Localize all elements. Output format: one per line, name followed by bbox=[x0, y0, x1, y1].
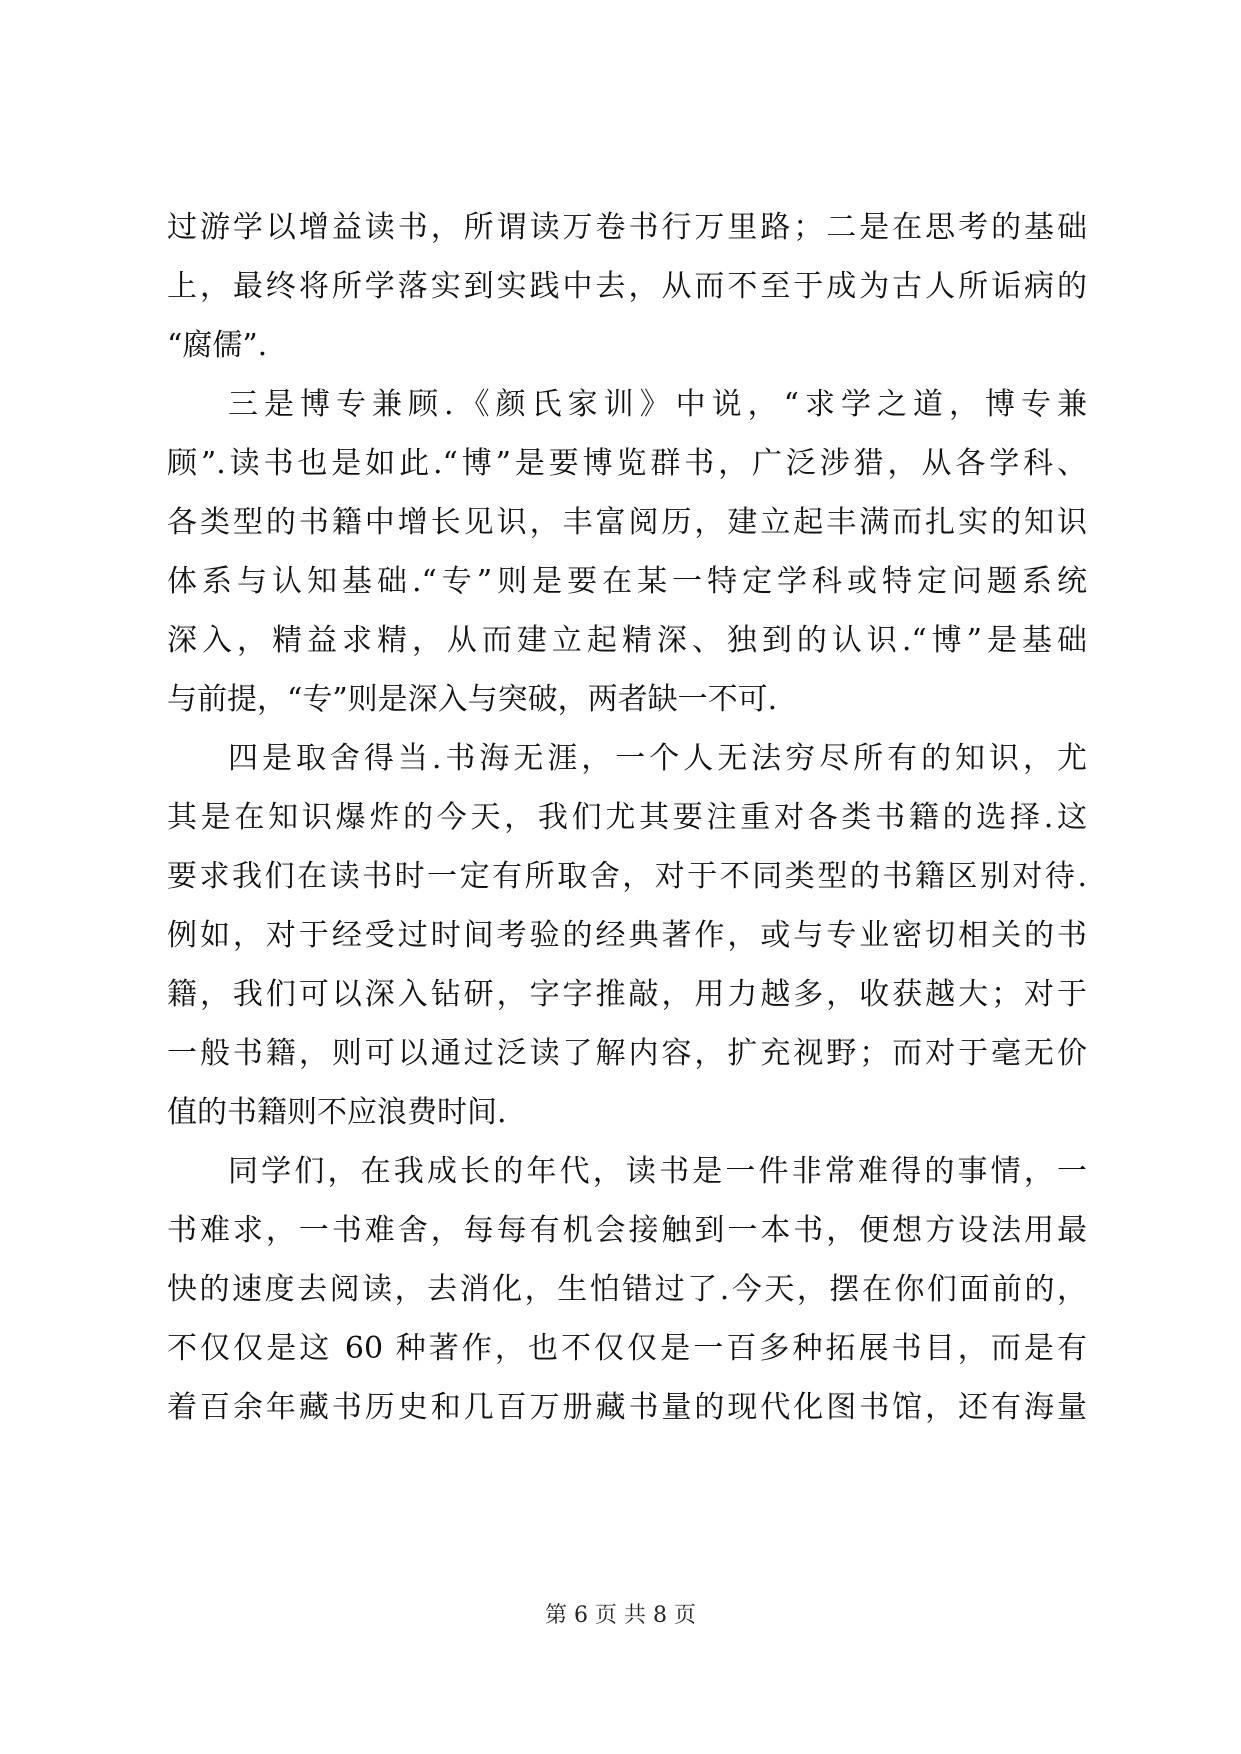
text-line: 要求我们在读书时一定有所取舍，对于不同类型的书籍区别对待. bbox=[167, 859, 1087, 894]
text-line: 快的速度去阅读，去消化，生怕错过了.今天，摆在你们面前的， bbox=[167, 1272, 1087, 1307]
text-line: 顾”.读书也是如此.“博”是要博览群书，广泛涉猎，从各学科、 bbox=[167, 446, 1087, 481]
text-line: “腐儒”. bbox=[167, 328, 268, 363]
text-line: 四是取舍得当.书海无涯，一个人无法穷尽所有的知识，尤 bbox=[228, 741, 1087, 776]
text-line: 体系与认知基础.“专”则是要在某一特定学科或特定问题系统 bbox=[167, 564, 1087, 599]
text-line: 籍，我们可以深入钻研，字字推敲，用力越多，收获越大；对于 bbox=[167, 977, 1087, 1012]
text-line: 与前提，“专”则是深入与突破，两者缺一不可. bbox=[167, 682, 778, 717]
text-line: 深入，精益求精，从而建立起精深、独到的认识.“博”是基础 bbox=[167, 623, 1087, 658]
page-number-footer: 第 6 页 共 8 页 bbox=[545, 1603, 696, 1628]
text-line: 书难求，一书难舍，每每有机会接触到一本书，便想方设法用最 bbox=[167, 1213, 1087, 1248]
text-line: 同学们，在我成长的年代，读书是一件非常难得的事情，一 bbox=[228, 1154, 1087, 1189]
text-line: 各类型的书籍中增长见识，丰富阅历，建立起丰满而扎实的知识 bbox=[167, 505, 1087, 540]
text-line: 三是博专兼顾.《颜氏家训》中说，“求学之道，博专兼 bbox=[228, 387, 1087, 422]
text-line: 值的书籍则不应浪费时间. bbox=[167, 1095, 507, 1130]
text-line: 一般书籍，则可以通过泛读了解内容，扩充视野；而对于毫无价 bbox=[167, 1036, 1087, 1071]
text-line: 其是在知识爆炸的今天，我们尤其要注重对各类书籍的选择.这 bbox=[167, 800, 1087, 835]
text-line: 不仅仅是这 60 种著作，也不仅仅是一百多种拓展书目，而是有 bbox=[167, 1331, 1087, 1366]
text-line: 过游学以增益读书，所谓读万卷书行万里路；二是在思考的基础 bbox=[167, 210, 1087, 245]
text-line: 上，最终将所学落实到实践中去，从而不至于成为古人所诟病的 bbox=[167, 269, 1087, 304]
text-line: 着百余年藏书历史和几百万册藏书量的现代化图书馆，还有海量 bbox=[167, 1390, 1087, 1425]
text-line: 例如，对于经受过时间考验的经典著作，或与专业密切相关的书 bbox=[167, 918, 1087, 953]
